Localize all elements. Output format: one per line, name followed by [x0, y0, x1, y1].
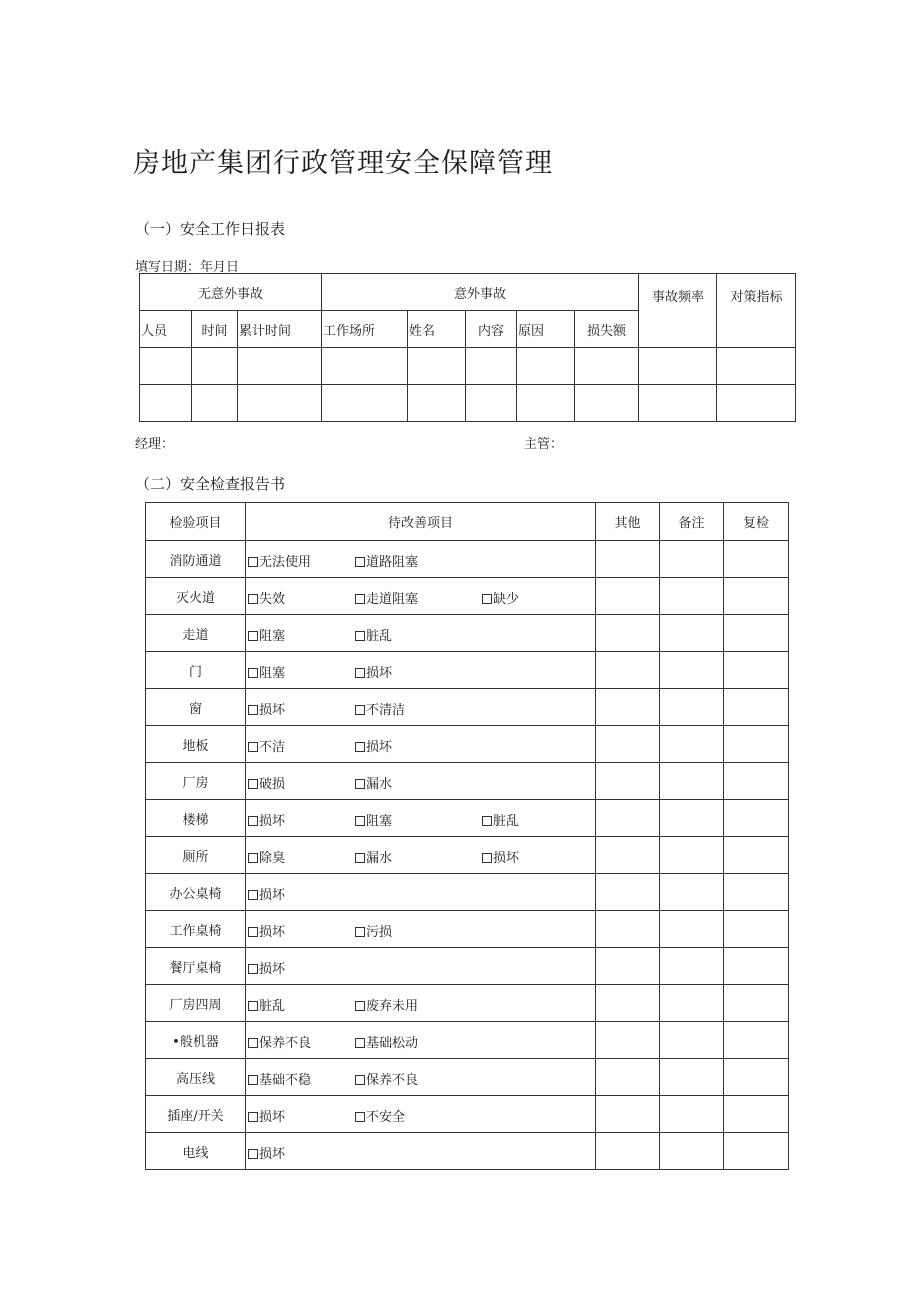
improvement-options	[246, 911, 596, 948]
table-cell[interactable]	[408, 348, 466, 385]
table-cell[interactable]	[575, 385, 639, 422]
remarks-cell[interactable]	[660, 763, 724, 800]
inspection-item: 工作桌椅	[146, 911, 246, 948]
recheck-cell[interactable]	[724, 726, 789, 763]
checkbox-label: 漏水	[366, 777, 393, 792]
inspection-item: 厂房	[146, 763, 246, 800]
recheck-cell[interactable]	[724, 874, 789, 911]
recheck-cell[interactable]	[724, 837, 789, 874]
subheader-name: 姓名	[408, 311, 466, 348]
other-cell[interactable]	[596, 763, 660, 800]
remarks-cell[interactable]	[660, 911, 724, 948]
table-row	[146, 652, 789, 689]
inspection-item: 办公桌椅	[146, 874, 246, 911]
inspection-item: 楼梯	[146, 800, 246, 837]
subheader-time: 时间	[192, 311, 238, 348]
table-cell[interactable]	[575, 348, 639, 385]
improvement-options	[246, 837, 596, 874]
checkbox-icon[interactable]	[355, 927, 365, 937]
inspection-item: 餐厅桌椅	[146, 948, 246, 985]
checkbox-option[interactable]	[248, 736, 285, 755]
checkbox-icon[interactable]	[248, 1001, 258, 1011]
improvement-options	[246, 1022, 596, 1059]
checkbox-option[interactable]	[355, 662, 392, 681]
other-cell[interactable]	[596, 874, 660, 911]
inspection-item: 插座/开关	[146, 1096, 246, 1133]
header-remarks: 备注	[660, 503, 724, 541]
checkbox-option[interactable]	[355, 995, 418, 1014]
table-row	[146, 800, 789, 837]
checkbox-label: 损坏	[259, 962, 286, 977]
remarks-cell[interactable]	[660, 1022, 724, 1059]
checkbox-label: 损坏	[259, 814, 286, 829]
checkbox-icon[interactable]	[355, 1038, 365, 1048]
recheck-cell[interactable]	[724, 763, 789, 800]
checkbox-option[interactable]	[355, 551, 418, 570]
recheck-cell[interactable]	[724, 1059, 789, 1096]
checkbox-option[interactable]	[355, 699, 405, 718]
header-other: 其他	[596, 503, 660, 541]
improvement-options	[246, 763, 596, 800]
checkbox-icon[interactable]	[355, 705, 365, 715]
checkbox-label: 脏乱	[366, 629, 393, 644]
subheader-cumulative-time: 累计时间	[238, 311, 322, 348]
checkbox-option[interactable]	[248, 1069, 311, 1088]
remarks-cell[interactable]	[660, 874, 724, 911]
checkbox-label: 损坏	[259, 888, 286, 903]
remarks-cell[interactable]	[660, 1096, 724, 1133]
improvement-options	[246, 541, 596, 578]
inspection-item: 厂房四周	[146, 985, 246, 1022]
table-row	[146, 874, 789, 911]
checkbox-icon[interactable]	[248, 816, 258, 826]
checkbox-option[interactable]	[248, 551, 311, 570]
inspection-item: 厕所	[146, 837, 246, 874]
header-to-improve: 待改善项目	[246, 503, 596, 541]
checkbox-option[interactable]	[248, 1032, 311, 1051]
table-row	[146, 985, 789, 1022]
manager-label: 经理：	[135, 437, 175, 452]
table-row	[146, 1096, 789, 1133]
improvement-options	[246, 689, 596, 726]
checkbox-icon[interactable]	[355, 853, 365, 863]
improvement-options	[246, 1059, 596, 1096]
checkbox-label: 道路阻塞	[366, 555, 419, 570]
remarks-cell[interactable]	[660, 837, 724, 874]
table-cell[interactable]	[238, 348, 322, 385]
table-cell[interactable]	[717, 348, 796, 385]
other-cell[interactable]	[596, 578, 660, 615]
checkbox-label: 不安全	[366, 1110, 406, 1125]
inspection-item: 电线	[146, 1133, 246, 1170]
checkbox-label: 损坏	[259, 1147, 286, 1162]
subheader-loss: 损失额	[575, 311, 639, 348]
table-cell[interactable]	[238, 385, 322, 422]
checkbox-icon[interactable]	[248, 742, 258, 752]
checkbox-label: 损坏	[493, 851, 520, 866]
section1-heading: （一）安全工作日报表	[135, 220, 286, 238]
table-cell[interactable]	[466, 348, 517, 385]
other-cell[interactable]	[596, 689, 660, 726]
checkbox-option[interactable]	[248, 958, 285, 977]
remarks-cell[interactable]	[660, 1059, 724, 1096]
remarks-cell[interactable]	[660, 652, 724, 689]
table-cell[interactable]	[140, 385, 192, 422]
improvement-options	[246, 615, 596, 652]
checkbox-label: 损坏	[259, 925, 286, 940]
checkbox-option[interactable]	[248, 773, 285, 792]
table-cell[interactable]	[717, 385, 796, 422]
checkbox-option[interactable]	[482, 588, 519, 607]
checkbox-label: 保养不良	[366, 1073, 419, 1088]
recheck-cell[interactable]	[724, 800, 789, 837]
recheck-cell[interactable]	[724, 689, 789, 726]
recheck-cell[interactable]	[724, 652, 789, 689]
checkbox-label: 脏乱	[493, 814, 520, 829]
table-cell[interactable]	[192, 385, 238, 422]
checkbox-option[interactable]	[482, 847, 519, 866]
remarks-cell[interactable]	[660, 726, 724, 763]
checkbox-label: 基础不稳	[259, 1073, 312, 1088]
table-cell[interactable]	[408, 385, 466, 422]
checkbox-label: 损坏	[259, 703, 286, 718]
table-row	[140, 348, 796, 385]
checkbox-label: 走道阻塞	[366, 592, 419, 607]
checkbox-icon[interactable]	[355, 557, 365, 567]
checkbox-icon[interactable]	[355, 1112, 365, 1122]
checkbox-option[interactable]	[355, 847, 392, 866]
recheck-cell[interactable]	[724, 578, 789, 615]
checkbox-icon[interactable]	[355, 816, 365, 826]
checkbox-label: 不洁	[259, 740, 286, 755]
checkbox-icon[interactable]	[248, 964, 258, 974]
checkbox-label: 漏水	[366, 851, 393, 866]
header-inspection-item: 检验项目	[146, 503, 246, 541]
checkbox-option[interactable]	[355, 1106, 405, 1125]
checkbox-label: 废弃未用	[366, 999, 419, 1014]
inspection-item: •般机器	[146, 1022, 246, 1059]
checkbox-label: 损坏	[259, 1110, 286, 1125]
other-cell[interactable]	[596, 800, 660, 837]
checkbox-icon[interactable]	[355, 1001, 365, 1011]
inspection-item: 高压线	[146, 1059, 246, 1096]
recheck-cell[interactable]	[724, 541, 789, 578]
checkbox-option[interactable]	[248, 1143, 285, 1162]
checkbox-label: 损坏	[366, 740, 393, 755]
inspection-item: 走道	[146, 615, 246, 652]
recheck-cell[interactable]	[724, 985, 789, 1022]
checkbox-icon[interactable]	[248, 1112, 258, 1122]
table-row	[146, 689, 789, 726]
improvement-options	[246, 985, 596, 1022]
checkbox-icon[interactable]	[355, 742, 365, 752]
table-row	[140, 385, 796, 422]
checkbox-option[interactable]	[248, 625, 285, 644]
checkbox-icon[interactable]	[355, 631, 365, 641]
table-row	[146, 911, 789, 948]
recheck-cell[interactable]	[724, 948, 789, 985]
recheck-cell[interactable]	[724, 615, 789, 652]
checkbox-label: 阻塞	[259, 629, 286, 644]
checkbox-icon[interactable]	[355, 668, 365, 678]
table-row	[146, 726, 789, 763]
other-cell[interactable]	[596, 1022, 660, 1059]
improvement-options	[246, 874, 596, 911]
checkbox-option[interactable]	[248, 810, 285, 829]
table-row	[146, 1133, 789, 1170]
checkbox-icon[interactable]	[355, 594, 365, 604]
checkbox-option[interactable]	[355, 810, 392, 829]
table-row	[146, 615, 789, 652]
table-cell[interactable]	[192, 348, 238, 385]
checkbox-option[interactable]	[248, 884, 285, 903]
subheader-content: 内容	[466, 311, 517, 348]
checkbox-option[interactable]	[248, 699, 285, 718]
checkbox-icon[interactable]	[248, 631, 258, 641]
checkbox-option[interactable]	[355, 625, 392, 644]
recheck-cell[interactable]	[724, 911, 789, 948]
inspection-item: 地板	[146, 726, 246, 763]
subheader-person: 人员	[140, 311, 192, 348]
checkbox-icon[interactable]	[482, 816, 492, 826]
checkbox-label: 无法使用	[259, 555, 312, 570]
remarks-cell[interactable]	[660, 615, 724, 652]
checkbox-label: 阻塞	[259, 666, 286, 681]
checkbox-option[interactable]	[248, 1106, 285, 1125]
inspection-item: 门	[146, 652, 246, 689]
page-title: 房地产集团行政管理安全保障管理	[133, 148, 553, 179]
checkbox-icon[interactable]	[248, 1038, 258, 1048]
other-cell[interactable]	[596, 541, 660, 578]
checkbox-option[interactable]	[355, 921, 392, 940]
other-cell[interactable]	[596, 615, 660, 652]
checkbox-label: 不清洁	[366, 703, 406, 718]
inspection-item: 灭火道	[146, 578, 246, 615]
other-cell[interactable]	[596, 1096, 660, 1133]
table-row	[146, 837, 789, 874]
checkbox-option[interactable]	[355, 773, 392, 792]
remarks-cell[interactable]	[660, 578, 724, 615]
checkbox-icon[interactable]	[248, 927, 258, 937]
checkbox-icon[interactable]	[248, 890, 258, 900]
header-recheck: 复检	[724, 503, 789, 541]
remarks-cell[interactable]	[660, 948, 724, 985]
checkbox-option[interactable]	[248, 588, 285, 607]
other-cell[interactable]	[596, 1059, 660, 1096]
recheck-cell[interactable]	[724, 1022, 789, 1059]
improvement-options	[246, 800, 596, 837]
checkbox-option[interactable]	[248, 995, 285, 1014]
improvement-options	[246, 652, 596, 689]
checkbox-label: 失效	[259, 592, 286, 607]
table-cell[interactable]	[466, 385, 517, 422]
inspection-item: 窗	[146, 689, 246, 726]
checkbox-option[interactable]	[355, 1069, 418, 1088]
recheck-cell[interactable]	[724, 1133, 789, 1170]
subheader-cause: 原因	[517, 311, 575, 348]
inspection-table	[145, 502, 789, 1170]
checkbox-icon[interactable]	[482, 853, 492, 863]
section2-heading: （二）安全检查报告书	[135, 475, 286, 493]
table-cell[interactable]	[322, 348, 408, 385]
checkbox-option[interactable]	[248, 662, 285, 681]
header-accident: 意外事故	[322, 274, 639, 311]
header-no-accident: 无意外事故	[140, 274, 322, 311]
other-cell[interactable]	[596, 985, 660, 1022]
checkbox-label: 保养不良	[259, 1036, 312, 1051]
checkbox-label: 脏乱	[259, 999, 286, 1014]
improvement-options	[246, 948, 596, 985]
checkbox-option[interactable]	[355, 588, 418, 607]
remarks-cell[interactable]	[660, 800, 724, 837]
checkbox-label: 基础松动	[366, 1036, 419, 1051]
checkbox-label: 阻塞	[366, 814, 393, 829]
remarks-cell[interactable]	[660, 1133, 724, 1170]
checkbox-option[interactable]	[482, 810, 519, 829]
checkbox-label: 缺少	[493, 592, 520, 607]
table-cell[interactable]	[639, 385, 717, 422]
table-cell[interactable]	[322, 385, 408, 422]
table-cell[interactable]	[517, 348, 575, 385]
checkbox-icon[interactable]	[248, 779, 258, 789]
inspection-item: 消防通道	[146, 541, 246, 578]
header-measures: 对策指标	[717, 274, 796, 348]
checkbox-option[interactable]	[355, 736, 392, 755]
checkbox-icon[interactable]	[355, 1075, 365, 1085]
subheader-workplace: 工作场所	[322, 311, 408, 348]
other-cell[interactable]	[596, 911, 660, 948]
remarks-cell[interactable]	[660, 541, 724, 578]
checkbox-option[interactable]	[248, 921, 285, 940]
recheck-cell[interactable]	[724, 1096, 789, 1133]
checkbox-icon[interactable]	[248, 594, 258, 604]
checkbox-label: 污损	[366, 925, 393, 940]
checkbox-label: 破损	[259, 777, 286, 792]
table-row	[146, 541, 789, 578]
supervisor-label: 主管：	[524, 437, 564, 452]
other-cell[interactable]	[596, 948, 660, 985]
remarks-cell[interactable]	[660, 985, 724, 1022]
checkbox-icon[interactable]	[482, 594, 492, 604]
table-row	[146, 763, 789, 800]
checkbox-label: 损坏	[366, 666, 393, 681]
header-frequency: 事故频率	[639, 274, 717, 348]
other-cell[interactable]	[596, 1133, 660, 1170]
table-row	[146, 1059, 789, 1096]
table-cell[interactable]	[517, 385, 575, 422]
checkbox-icon[interactable]	[355, 779, 365, 789]
checkbox-label: 除臭	[259, 851, 286, 866]
checkbox-icon[interactable]	[248, 1149, 258, 1159]
improvement-options	[246, 1096, 596, 1133]
checkbox-option[interactable]	[248, 847, 285, 866]
other-cell[interactable]	[596, 726, 660, 763]
checkbox-icon[interactable]	[248, 668, 258, 678]
checkbox-icon[interactable]	[248, 1075, 258, 1085]
daily-report-table	[139, 273, 796, 422]
improvement-options	[246, 578, 596, 615]
improvement-options	[246, 1133, 596, 1170]
checkbox-icon[interactable]	[248, 557, 258, 567]
checkbox-option[interactable]	[355, 1032, 418, 1051]
checkbox-icon[interactable]	[248, 705, 258, 715]
fill-date: 填写日期：年月日	[135, 260, 240, 275]
remarks-cell[interactable]	[660, 689, 724, 726]
table-cell[interactable]	[140, 348, 192, 385]
checkbox-icon[interactable]	[248, 853, 258, 863]
table-row	[146, 948, 789, 985]
improvement-options	[246, 726, 596, 763]
other-cell[interactable]	[596, 652, 660, 689]
table-row	[146, 578, 789, 615]
other-cell[interactable]	[596, 837, 660, 874]
table-row	[146, 1022, 789, 1059]
table-cell[interactable]	[639, 348, 717, 385]
